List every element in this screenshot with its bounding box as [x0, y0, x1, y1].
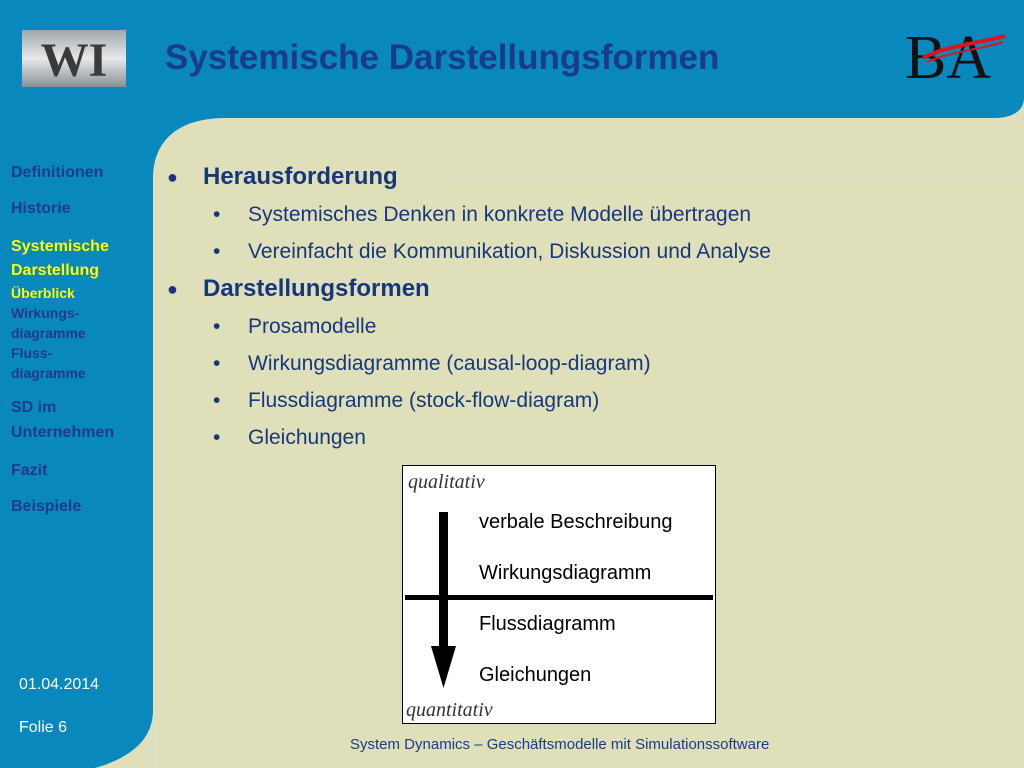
heading-text: Herausforderung — [203, 163, 398, 190]
bullet-heading-herausforderung — [165, 158, 1005, 196]
slide-number: Folie 6 — [19, 719, 68, 736]
bullet-dot: ● — [167, 167, 178, 187]
sub-bullet — [165, 345, 1005, 382]
slide-date: 01.04.2014 — [19, 676, 100, 693]
down-arrow-shaft — [439, 512, 448, 652]
diagram-top-label: qualitativ — [408, 471, 485, 493]
sub-bullet — [165, 419, 1005, 456]
footer-course-title: System Dynamics – Geschäftsmodelle mit Simulationssoftware — [350, 736, 770, 753]
sidebar-item-beispiele[interactable]: Beispiele — [11, 498, 82, 515]
representation-diagram — [402, 465, 716, 724]
sidebar-item-systemische-darstellung[interactable] — [11, 235, 151, 283]
sidebar-subitem-fluss-diagramme[interactable]: diagramme — [11, 365, 86, 381]
sub-bullet-text: Wirkungsdiagramme (causal-loop-diagram) — [248, 352, 651, 375]
down-arrow-head — [431, 646, 456, 688]
bullet-dot: • — [213, 389, 221, 412]
wi-logo — [22, 30, 126, 87]
bullet-dot: • — [213, 240, 221, 263]
sidebar-subitem-ueberblick[interactable]: Überblick — [11, 285, 75, 301]
diagram-row-gleichungen: Gleichungen — [479, 664, 592, 686]
sidebar-item-sd-im-unternehmen[interactable]: SD im Unternehmen — [11, 399, 115, 441]
sub-bullet-text: Vereinfacht die Kommunikation, Diskussion und Analyse — [248, 240, 771, 263]
sub-bullet-text: Gleichungen — [248, 426, 366, 449]
heading-text: Darstellungsformen — [203, 275, 430, 302]
sidebar-nav — [11, 163, 151, 533]
sidebar-item-fazit[interactable]: Fazit — [11, 462, 48, 479]
slide-content — [165, 158, 1005, 456]
sidebar-subitem-fluss[interactable]: Fluss- — [11, 345, 53, 361]
sub-bullet — [165, 196, 1005, 233]
bullet-dot: • — [213, 203, 221, 226]
sidebar-item-historie[interactable]: Historie — [11, 200, 71, 217]
diagram-row-verbal: verbale Beschreibung — [479, 511, 673, 533]
svg-text:BA: BA — [905, 24, 992, 84]
bullet-dot: • — [213, 352, 221, 375]
sub-bullet — [165, 382, 1005, 419]
sidebar-active-group — [11, 235, 151, 383]
sidebar-active-line1: Systemische — [11, 238, 109, 255]
diagram-row-flussdiagramm: Flussdiagramm — [479, 613, 616, 635]
sub-bullet-text: Flussdiagramme (stock-flow-diagram) — [248, 389, 600, 412]
sidebar-active-line2: Darstellung — [11, 262, 100, 279]
bullet-dot: • — [213, 315, 221, 338]
divider-line — [405, 595, 713, 600]
sub-bullet-text: Prosamodelle — [248, 315, 377, 338]
bullet-dot: ● — [167, 279, 178, 299]
sub-bullet — [165, 233, 1005, 270]
ba-logo — [905, 24, 1009, 84]
sub-bullet — [165, 308, 1005, 345]
diagram-row-wirkungsdiagramm: Wirkungsdiagramm — [479, 562, 652, 584]
svg-text:WI: WI — [40, 34, 108, 87]
sidebar-subitem-wirkungs[interactable]: Wirkungs- — [11, 305, 80, 321]
sidebar-subitem-wirkungs-diagramme[interactable]: diagramme — [11, 325, 86, 341]
page-title: Systemische Darstellungsformen — [165, 38, 720, 77]
sub-bullet-text: Systemisches Denken in konkrete Modelle übertragen — [248, 203, 752, 226]
bullet-heading-darstellungsformen — [165, 270, 1005, 308]
sidebar-item-definitionen[interactable]: Definitionen — [11, 164, 104, 181]
bullet-dot: • — [213, 426, 221, 449]
diagram-bottom-label: quantitativ — [406, 699, 493, 721]
